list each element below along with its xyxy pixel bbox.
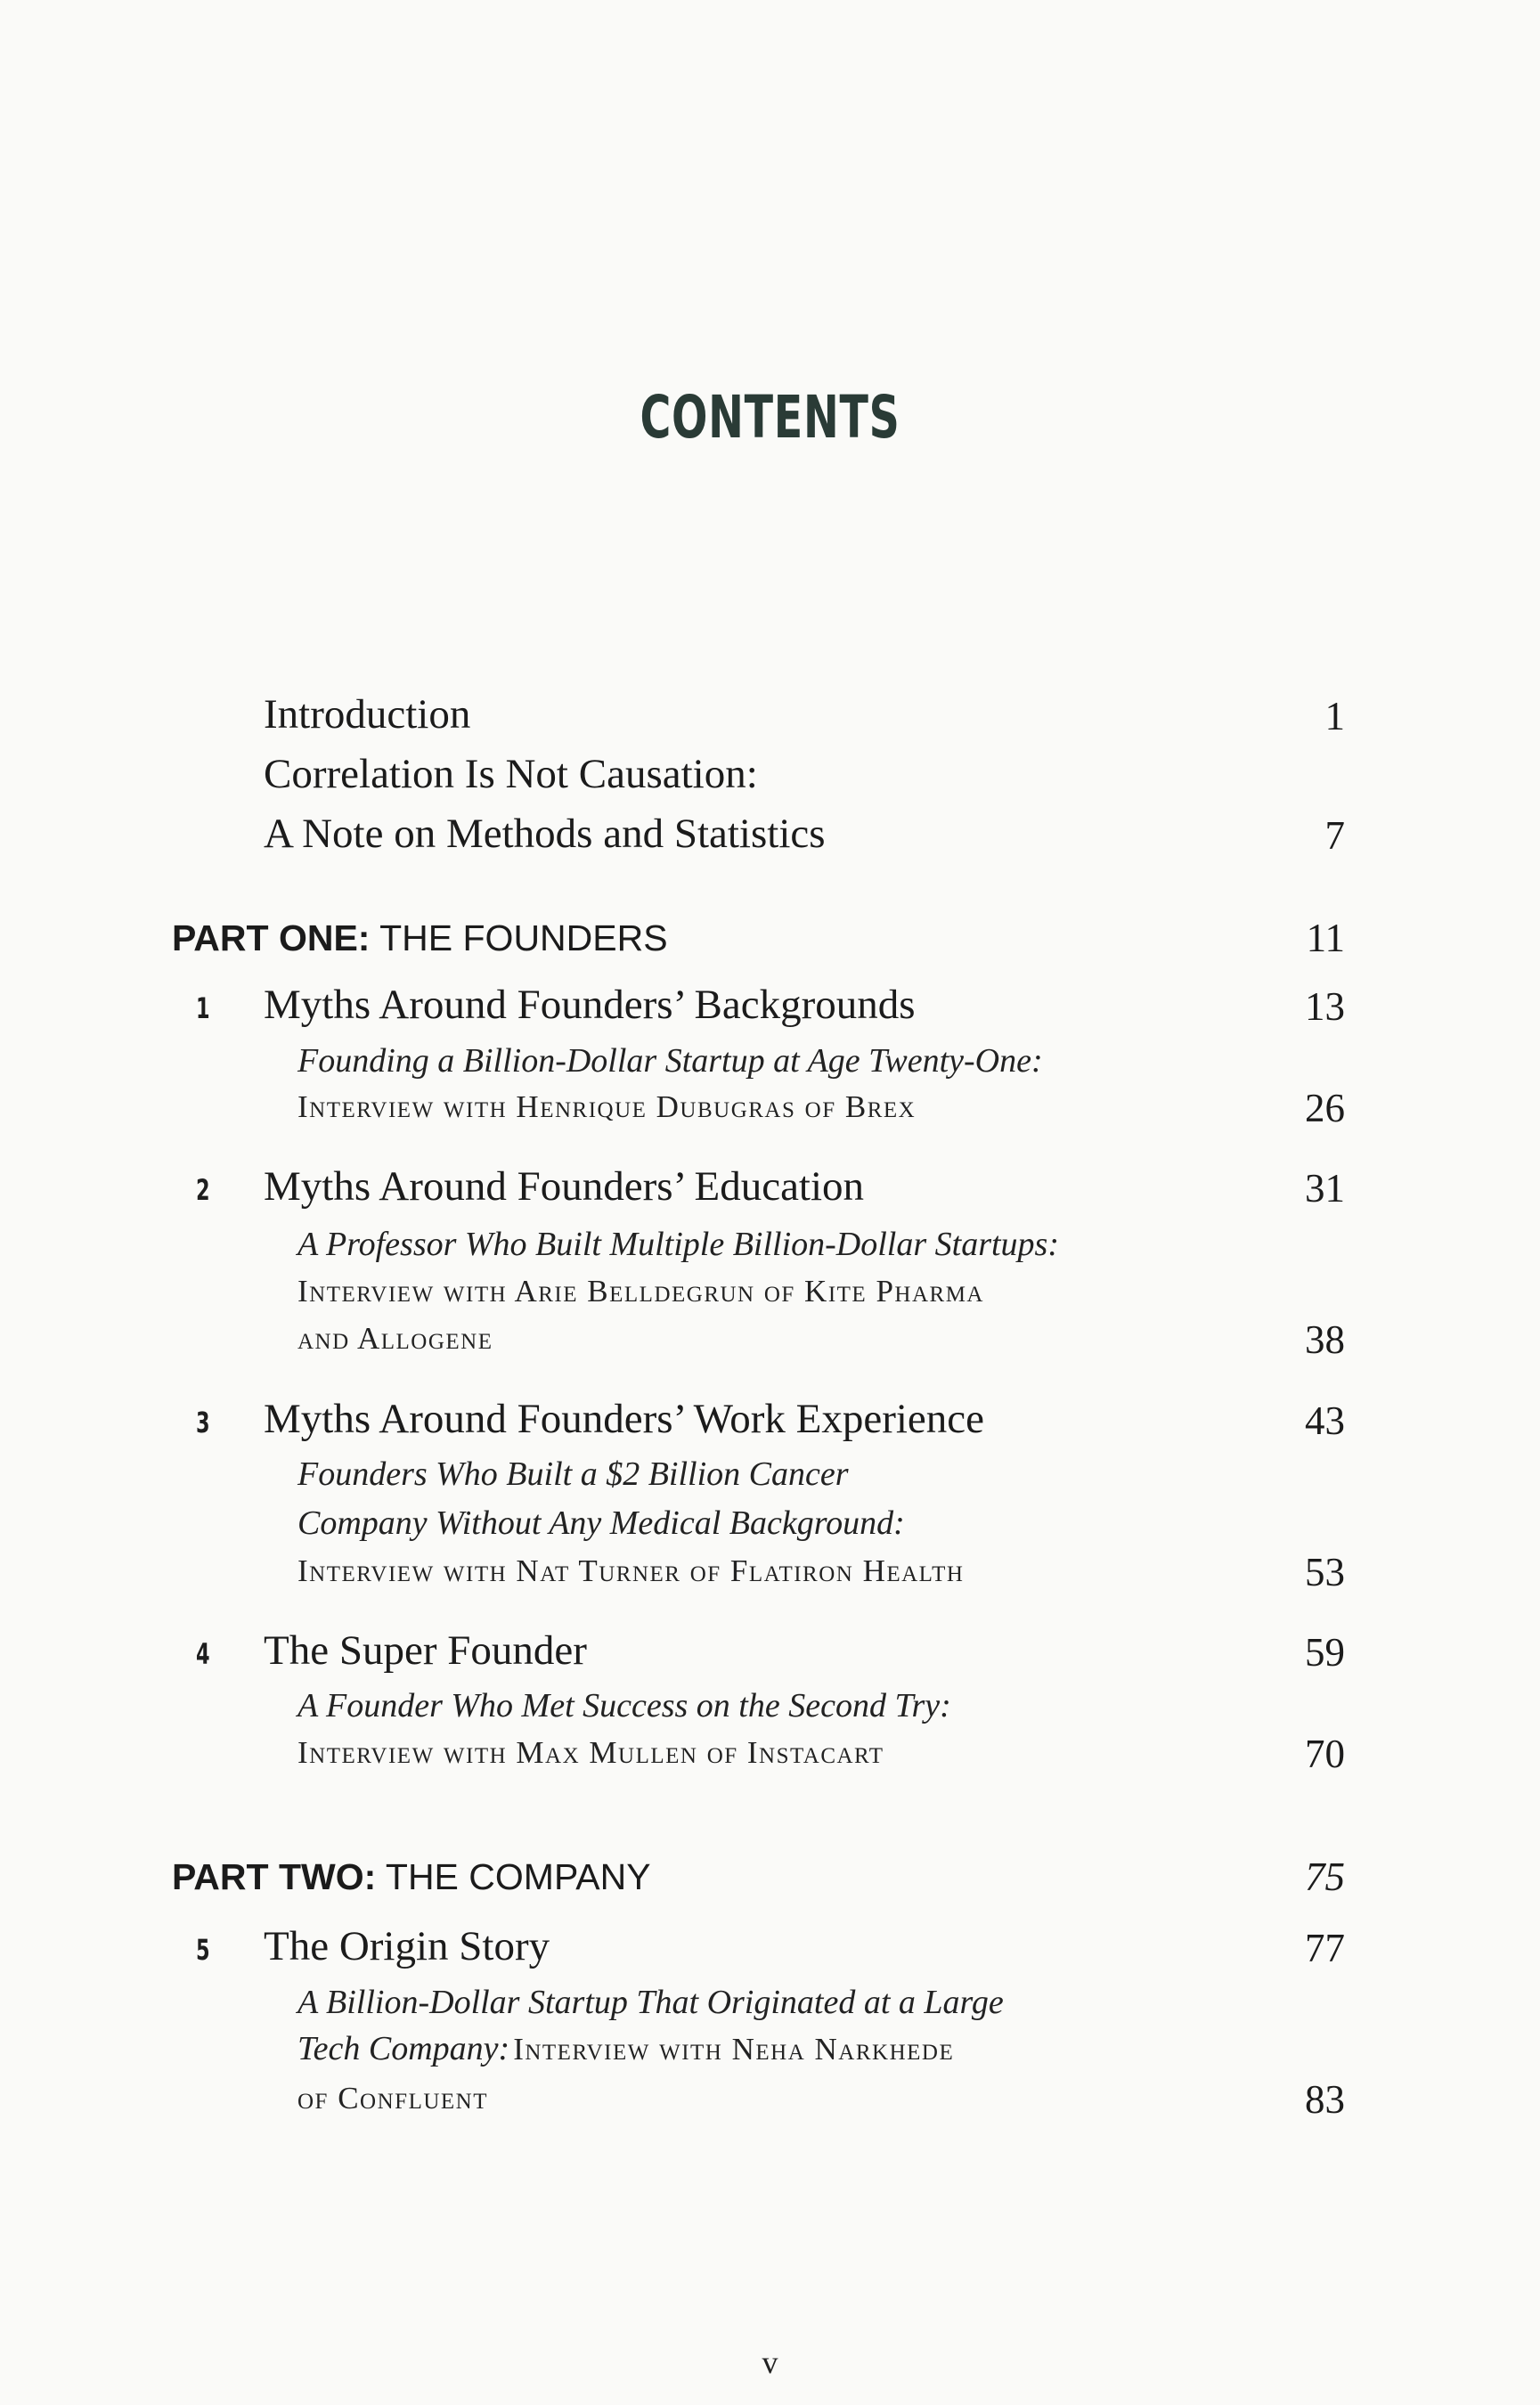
interview-caption: Interview with Henrique Dubugras of Brex [297, 1089, 917, 1124]
interview-subtitle: Company Without Any Medical Background: [297, 1504, 905, 1542]
chapter-title: Myths Around Founders’ Education [264, 1163, 865, 1210]
toc-entry-correlation-line2: A Note on Methods and Statistics [264, 811, 826, 857]
part-one-heading [172, 917, 668, 959]
page-number: 59 [1305, 1630, 1345, 1675]
toc-entry-introduction: Introduction [264, 691, 471, 738]
chapter-number: 1 [196, 991, 210, 1025]
part-label: PART ONE: [172, 917, 371, 958]
part-two-heading [172, 1856, 651, 1898]
toc-entry-correlation-line1: Correlation Is Not Causation: [264, 751, 758, 797]
page-number: 43 [1305, 1398, 1345, 1443]
interview-caption: and Allogene [297, 1321, 493, 1356]
interview-subtitle: Founders Who Built a $2 Billion Cancer [297, 1455, 849, 1493]
interview-caption: Interview with Arie Belldegrun of Kite Pharma [297, 1274, 984, 1308]
page-number: 83 [1305, 2077, 1345, 2122]
interview-subtitle: A Billion-Dollar Startup That Originated at a Large [297, 1984, 1004, 2021]
interview-subtitle-mixed: Tech Company: Interview with Neha Narkhede [297, 2030, 955, 2067]
page-number: 13 [1305, 984, 1345, 1029]
chapter-title: Myths Around Founders’ Backgrounds [264, 982, 916, 1028]
interview-subtitle: A Founder Who Met Success on the Second Try: [297, 1687, 951, 1724]
page-number: 26 [1305, 1086, 1345, 1130]
interview-caption: of Confluent [297, 2081, 488, 2116]
part-name: THE FOUNDERS [379, 917, 668, 958]
page-number: 7 [1324, 813, 1345, 858]
folio-page-number: v [762, 2344, 778, 2380]
part-label: PART TWO: [172, 1856, 377, 1897]
interview-subtitle: Founding a Billion-Dollar Startup at Age Twenty-One: [297, 1042, 1043, 1080]
page-number: 77 [1305, 1926, 1345, 1970]
page-number: 53 [1305, 1550, 1345, 1594]
chapter-title: The Super Founder [264, 1627, 587, 1674]
chapter-number: 3 [196, 1406, 210, 1439]
page-number: 38 [1305, 1317, 1345, 1362]
page-number: 31 [1305, 1166, 1345, 1211]
page-number: 70 [1305, 1732, 1345, 1776]
page-number: 11 [1306, 916, 1345, 960]
chapter-number: 5 [196, 1933, 210, 1967]
chapter-title: Myths Around Founders’ Work Experience [264, 1396, 985, 1442]
page-title: CONTENTS [640, 383, 900, 452]
chapter-title: The Origin Story [264, 1923, 550, 1969]
page-number: 75 [1305, 1855, 1345, 1899]
chapter-number: 2 [196, 1173, 210, 1207]
interview-subtitle: A Professor Who Built Multiple Billion-Dollar Startups: [297, 1226, 1059, 1263]
part-name: THE COMPANY [385, 1856, 651, 1897]
interview-caption: Interview with Nat Turner of Flatiron Health [297, 1553, 965, 1588]
page-number: 1 [1324, 694, 1345, 738]
interview-caption: Interview with Max Mullen of Instacart [297, 1735, 884, 1770]
chapter-number: 4 [196, 1637, 210, 1671]
